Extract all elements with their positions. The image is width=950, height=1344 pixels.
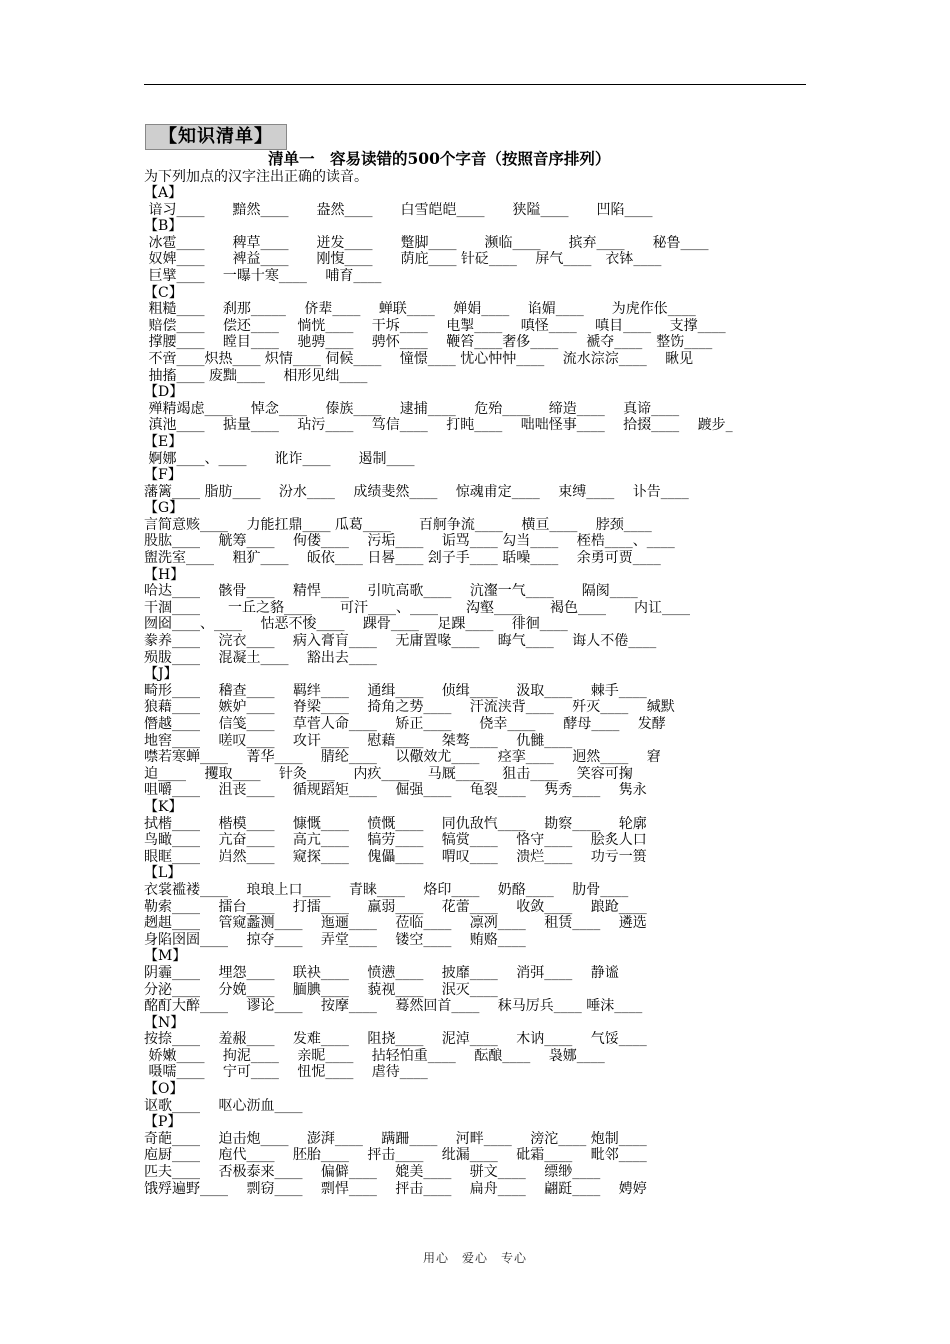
word-row: 股肱____ 觥筹____ 佝偻____ 污垢____ 诟骂____ 勾当____ 桎梏____、____	[144, 533, 675, 550]
word-row: 匹夫____ 否极泰来____ 偏僻____ 媲美____ 骈文____ 缥缈____	[144, 1164, 601, 1181]
word-row: 殒胈____ 混凝土____ 豁出去____	[144, 649, 377, 666]
word-row: 衣裳褴褛____ 琅琅上口____ 青睐____ 烙印____ 奶酪____ 肋骨____	[144, 881, 629, 898]
word-row: 豢养____ 浣衣____ 病入膏肓____ 无庸置喙____ 晦气____ 诲人不倦____	[144, 633, 657, 650]
section-heading: 【E】	[144, 433, 183, 450]
word-row: 赔偿____ 偿还____ 惝恍____ 干坼____ 电掣____ 嗔怪____ 嗔目____ 支撑____	[144, 317, 726, 334]
word-row: 鸟瞰____ 亢奋____ 高亢____ 犒劳____ 犒赏____ 恪守____ 脍炙人口	[144, 832, 647, 849]
instruction-text: 为下列加点的汉字注出正确的读音。	[144, 169, 368, 185]
word-row: 娇嫩____ 拘泥____ 亲昵____ 拈轻怕重____ 酝酿____ 袅娜____	[144, 1047, 605, 1064]
section-heading: 【K】	[144, 798, 183, 815]
word-row: 阴霾____ 埋怨____ 联袂____ 愤懑____ 披靡____ 消弭____ 静谧	[144, 964, 619, 981]
section-heading: 【C】	[144, 284, 183, 301]
word-row: 按捺____ 羞赧____ 发难____ 阻挠____ 泥淖____ 木讷____ 气馁____	[144, 1031, 647, 1048]
word-row: 冰雹____ 稗草____ 迸发____ 蹩脚____ 濒临____ 摈弃____ 秘鲁____	[144, 234, 709, 251]
section-heading: 【P】	[144, 1114, 182, 1131]
word-row: 谙习____ 黯然____ 盎然____ 白雪皑皑____ 狭隘____ 凹陷____	[144, 201, 653, 218]
section-heading: 【D】	[144, 384, 184, 401]
word-row: 嗫嚅____ 宁可____ 忸怩____ 虐待____	[144, 1064, 428, 1081]
word-row: 咀嚼____ 沮丧____ 循规蹈矩____ 倔强____ 龟裂____ 隽秀____ 隽永	[144, 782, 647, 799]
word-row: 殚精竭虑____ 悼念____ 傣族____ 逮捕____ 危殆____ 缔造____ 真谛____	[144, 400, 680, 417]
word-row: 噤若寒蝉____ 菁华____ 腈纶____ 以儆效尤____ 痉挛____ 迥然____ 窘	[144, 749, 661, 766]
word-row: 撑腰____ 瞠目____ 驰骋____ 骋怀____ 鞭笞____奢侈____ 褫夺____ 整饬____	[144, 334, 713, 351]
section-heading: 【N】	[144, 1014, 185, 1031]
section-heading: 【M】	[144, 948, 187, 965]
page-title: 清单一 容易读错的500个字音（按照音序排列）	[268, 149, 611, 168]
word-row: 趔趄____ 管窥蠡测____ 迤逦____ 莅临____ 凛冽____ 租赁____ 遴选	[144, 915, 647, 932]
section-heading: 【A】	[144, 185, 183, 201]
word-row: 拭楷____ 楷模____ 慷慨____ 愤慨____ 同仇敌忾____ 勘察____ 轮廓	[144, 815, 647, 832]
word-row: 畸形____ 稽查____ 羁绊____ 通缉____ 侦缉____ 汲取____ 棘手____	[144, 682, 647, 699]
word-row: 囫囵____、____ 怙恶不悛____ 踝骨____ 足踝____ 徘徊____	[144, 616, 568, 633]
word-row: 庖厨____ 庖代____ 胚胎____ 抨击____ 纰漏____ 砒霜____ 毗邻____	[144, 1147, 647, 1164]
word-row: 巨擘____ 一曝十寒____ 哺育____	[144, 267, 382, 284]
word-row: 迫____ 攫取____ 针灸____ 内疚____ 马厩____ 狙击____ 笑容可掬	[144, 765, 633, 782]
header-rule	[144, 84, 806, 85]
word-row: 藩篱____ 脂肪____ 汾水____ 成绩斐然____ 惊魂甫定____ 束缚____ 讣告____	[144, 483, 689, 500]
word-row: 身陷囹圄____ 掠夺____ 弄堂____ 镂空____ 贿赂____	[144, 931, 526, 948]
section-heading: 【B】	[144, 218, 183, 235]
word-row: 言简意赅____ 力能扛鼎____ 瓜葛____ 百舸争流____ 横亘____ 脖颈____	[144, 516, 652, 533]
word-row: 粗糙____ 刹那_____ 侪辈____ 蝉联____ 婵娟____ 谄媚____ 为虎作伥____	[144, 301, 696, 318]
section-heading: 【L】	[144, 865, 182, 882]
word-row: 哈达____ 骸骨____ 精悍____ 引吭高歌____ 沆瀣一气____ 隔阂____	[144, 583, 638, 600]
word-row: 勒索____ 擂台____ 打擂____ 羸弱____ 花蕾____ 收敛____ 踉跄____	[144, 898, 647, 915]
pronunciation-list	[144, 185, 812, 1197]
word-row: 不啻____炽热____ 炽情____ 伺候____ 憧憬____ 忧心忡忡____ 流水淙淙____ 瞅见	[144, 350, 694, 367]
word-row: 盥洗室____ 粗犷____ 皈依____ 日晷____ 刽子手____ 聒噪____ 余勇可贾____	[144, 550, 661, 567]
word-row: 分泌____ 分娩____ 腼腆____ 藐视____ 泯灭____	[144, 981, 498, 998]
word-row: 婀娜____、____ 讹诈____ 遏制____	[144, 450, 415, 467]
word-row: 僭越____ 信笺____ 草菅人命____ 矫正____ 侥幸____ 酵母____ 发酵	[144, 716, 666, 732]
section-heading: 【H】	[144, 566, 185, 583]
word-row: 狼藉____ 嫉妒____ 脊梁____ 掎角之势____ 汗流浃背____ 歼灭____ 缄默	[144, 699, 675, 716]
word-row: 奴婢____ 裨益____ 刚愎____ 荫庇____ 针砭____ 屏气____ 衣钵____	[144, 251, 662, 268]
word-row: 奇葩____ 迫击炮____ 澎湃____ 蹒跚____ 河畔____ 滂沱____ 炮制____	[144, 1130, 647, 1147]
word-row: 饿殍遍野____ 剽窃____ 剽悍____ 抨击____ 扁舟____ 翩跹____ 娉婷	[144, 1180, 647, 1197]
section-heading: 【G】	[144, 500, 184, 517]
word-row: 讴歌____ 呕心沥血____	[144, 1097, 303, 1114]
section-heading: 【J】	[144, 666, 178, 683]
word-row: 抽搐____ 废黜____ 相形见绌____	[144, 367, 368, 384]
word-row: 地窖____ 嗟叹____ 攻讦____ 慰藉____ 桀骜____ 仇雠____	[144, 732, 573, 749]
word-row: 滇池____ 掂量____ 玷污____ 笃信____ 打盹____ 咄咄怪事____ 拾掇____ 踱步_	[144, 417, 733, 434]
word-row: 眼眶____ 岿然____ 窥探____ 傀儡____ 喟叹____ 溃烂____ 功亏一篑	[144, 848, 647, 865]
page-footer: 用心 爱心 专心	[422, 1251, 527, 1265]
section-heading: 【O】	[144, 1081, 184, 1098]
word-row: 干涸____ 一丘之貉____ 可汗____、____ 沟壑____ 褐色____ 内讧____	[144, 599, 690, 616]
section-heading: 【F】	[144, 467, 182, 484]
knowledge-list-badge: 【知识清单】	[145, 124, 287, 150]
word-row: 酩酊大醉____ 谬论____ 按摩____ 蓦然回首____ 秣马厉兵____ 唾沫____	[144, 998, 643, 1015]
